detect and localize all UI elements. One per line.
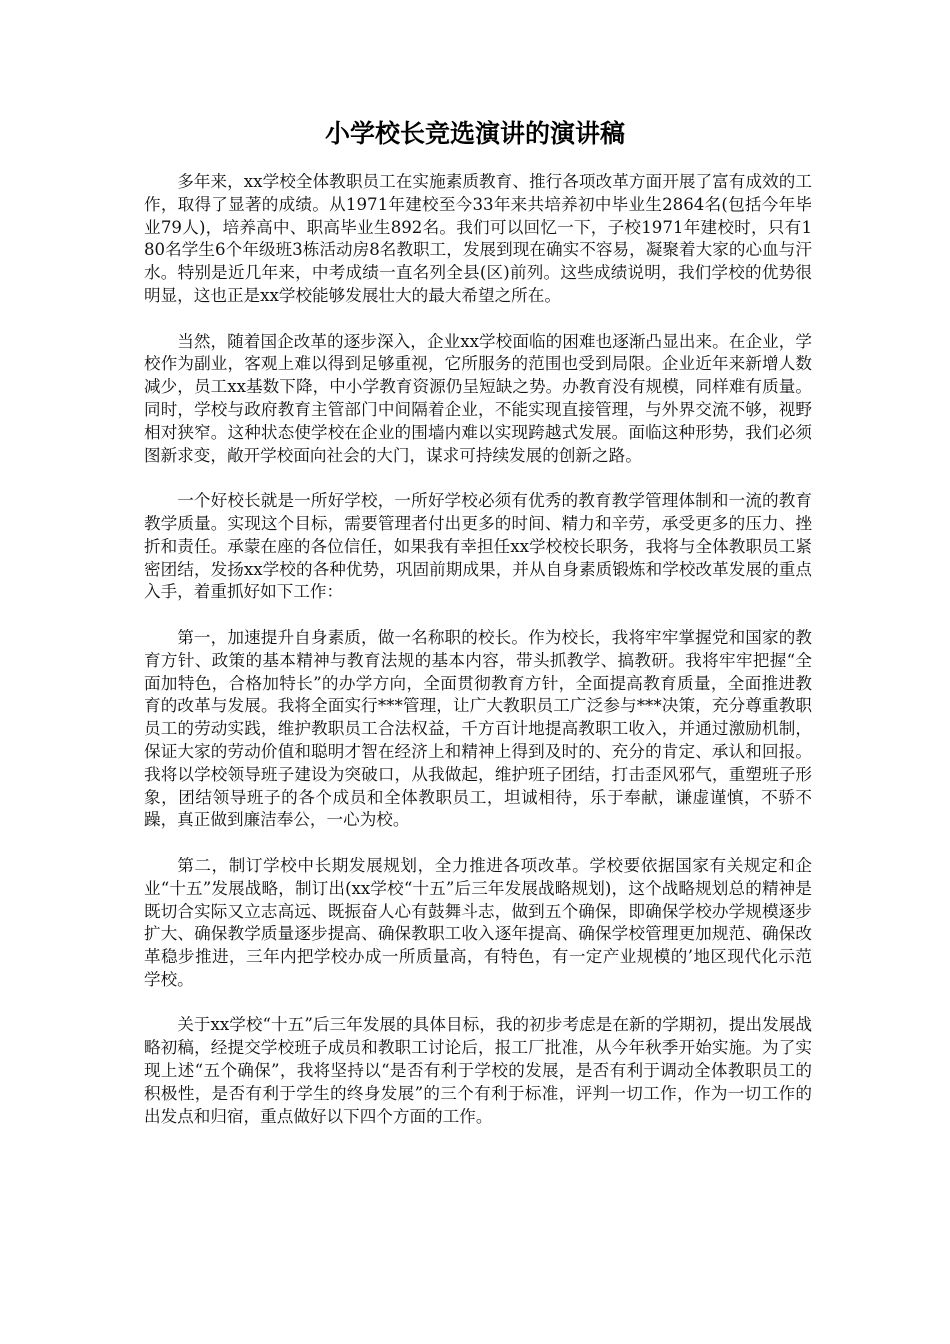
paragraph-6: 关于xx学校“十五”后三年发展的具体目标，我的初步考虑是在新的学期初，提出发展战略初稿，经提交学校班子成员和教职工讨论后，报工厂批准，从今年秋季开始实施。为了实现上述“五个确保”，我将坚持以“是否有利于学校的发展，是否有利于调动全体教职员工的积极性，是否有利于学生的终身发展”的三个有利于标准，评判一切工作，作为一切工作的出发点和归宿，重点做好以下四个方面的工作。 — [144, 1015, 812, 1126]
document-body — [144, 171, 812, 1151]
paragraph-1: 多年来，xx学校全体教职员工在实施素质教育、推行各项改革方面开展了富有成效的工作，取得了显著的成绩。从1971年建校至今33年来共培养初中毕业生2864名(包括今年毕业79人)，培养高中、职高毕业生892名。我们可以回忆一下，子校1971年建校时，只有180名学生6个年级班3栋活动房8名教职工，发展到现在确实不容易，凝聚着大家的心血与汗水。特别是近几年来，中考成绩一直名列全县(区)前列。这些成绩说明，我们学校的优势很明显，这也正是xx学校能够发展壮大的最大希望之所在。 — [144, 172, 812, 305]
document-title: 小学校长竞选演讲的演讲稿 — [324, 119, 625, 148]
paragraph-5: 第二，制订学校中长期发展规划，全力推进各项改革。学校要依据国家有关规定和企业“十五”发展战略，制订出(xx学校“十五”后三年发展战略规划)，这个战略规划总的精神是既切合实际又立志高远、既振奋人心有鼓舞斗志，做到五个确保，即确保学校办学规模逐步扩大、确保教学质量逐步提高、确保教职工收入逐年提高、确保学校管理更加规范、确保改革稳步推进，三年内把学校办成一所质量高，有特色，有一定产业规模的’地区现代化示范学校。 — [144, 855, 812, 989]
paragraph-4: 第一，加速提升自身素质，做一名称职的校长。作为校长，我将牢牢掌握党和国家的教育方针、政策的基本精神与教育法规的基本内容，带头抓教学、搞教研。我将牢牢把握“全面加特色，合格加特长”的办学方向，全面贯彻教育方针，全面提高教育质量，全面推进教育的改革与发展。我将全面实行***管理，让广大教职员工广泛参与***决策，充分尊重教职员工的劳动实践，维护教职员工合法权益，千方百计地提高教职工收入，并通过激励机制，保证大家的劳动价值和聪明才智在经济上和精神上得到及时的、充分的肯定、承认和回报。我将以学校领导班子建设为突破口，从我做起，维护班子团结，打击歪风邪气，重塑班子形象，团结领导班子的各个成员和全体教职员工，坦诚相待，乐于奉献，谦虚谨慎，不骄不躁，真正做到廉洁奉公，一心为校。 — [144, 627, 812, 830]
paragraph-3: 一个好校长就是一所好学校，一所好学校必须有优秀的教育教学管理体制和一流的教育教学质量。实现这个目标，需要管理者付出更多的时间、精力和辛劳，承受更多的压力、挫折和责任。承蒙在座的各位信任，如果我有幸担任xx学校校长职务，我将与全体教职员工紧密团结，发扬xx学校的各种优势，巩固前期成果，并从自身素质锻炼和学校改革发展的重点入手，着重抓好如下工作： — [144, 491, 812, 602]
paragraph-2: 当然，随着国企改革的逐步深入，企业xx学校面临的困难也逐渐凸显出来。在企业，学校作为副业，客观上难以得到足够重视，它所服务的范围也受到局限。企业近年来新增人数减少，员工xx基数下降，中小学教育资源仍呈短缺之势。办教育没有规模，同样难有质量。同时，学校与政府教育主管部门中间隔着企业，不能实现直接管理，与外界交流不够，视野相对狭窄。这种状态使学校在企业的围墙内难以实现跨越式发展。面临这种形势，我们必须图新求变，敞开学校面向社会的大门，谋求可持续发展的创新之路。 — [144, 331, 812, 465]
